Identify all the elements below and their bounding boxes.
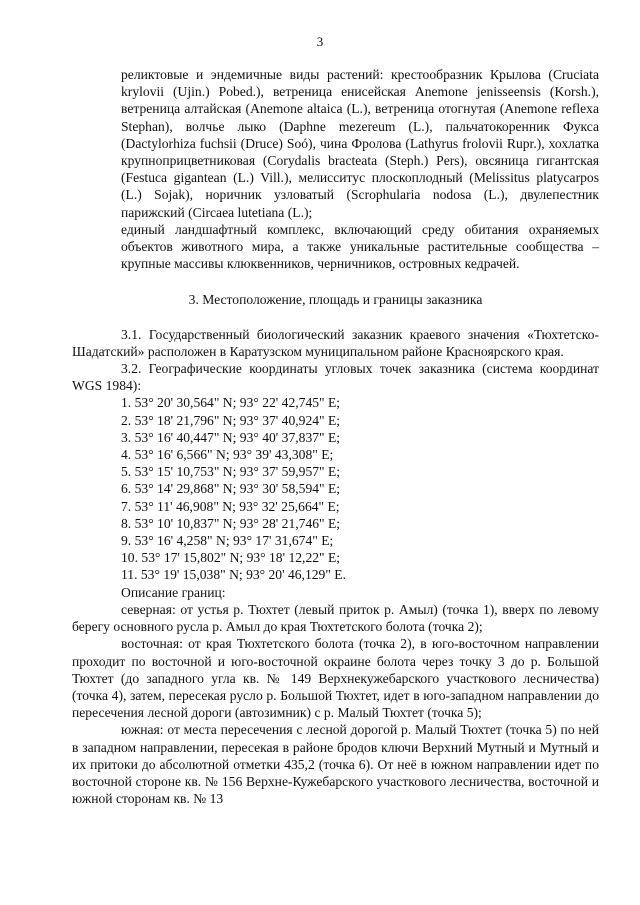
border-east: восточная: от края Тюхтетского болота (точка 2), в юго-восточном направлении проходит по восточной и юго-восточной окраине болота через точку 3 до р. Большой Тюхтет (до западного угла кв. № 149 Верхнекужебарского участкового лесничества) (точка 4), затем, пересекая русло р. Большой Тюхтет, идет в юго-западном направлении до пересечения лесной дороги (автозимник) с р. Малый Тюхтет (точка 5); [72, 636, 599, 721]
coordinate-item: 8. 53° 10' 10,837" N; 93° 28' 21,746" E; [121, 515, 341, 531]
document-body [72, 66, 599, 807]
coordinate-item: 5. 53° 15' 10,753" N; 93° 37' 59,957" E; [121, 464, 341, 480]
coordinate-item: 10. 53° 17' 15,802" N; 93° 18' 12,22" E; [121, 550, 341, 566]
coordinate-item: 11. 53° 19' 15,038" N; 93° 20' 46,129" E. [121, 567, 346, 583]
coordinate-item: 1. 53° 20' 30,564" N; 93° 22' 42,745" E; [121, 395, 341, 411]
coordinate-item: 3. 53° 16' 40,447" N; 93° 40' 37,837" E; [121, 429, 341, 445]
coordinate-item: 9. 53° 16' 4,258" N; 93° 17' 31,674" E; [121, 533, 334, 549]
border-south: южная: от места пересечения с лесной дорогой р. Малый Тюхтет (точка 5) по ней в западном направлении, пересекая в районе бродов ключи Верхний Мутный и Мутный и их притоки до абсолютной отметки 435,2 (точка 6). От неё в южном направлении идет по восточной стороне кв. № 156 Верхне-Кужебарского участкового лесничества, восточной и южной сторонам кв. № 13 [72, 722, 599, 807]
page-number: 3 [316, 34, 324, 49]
border-north: северная: от устья р. Тюхтет (левый приток р. Амыл) (точка 1), вверх по левому берегу основного русла р. Амыл до края Тюхтетского болота (точка 2); [72, 601, 599, 635]
borders-title: Описание границ: [121, 584, 226, 600]
landscape-paragraph: единый ландшафтный комплекс, включающий среду обитания охраняемых объектов животного мира, а также уникальные растительные сообщества – крупные массивы клюквенников, черничников, островных кедрачей. [121, 221, 599, 272]
coordinate-list [72, 394, 599, 583]
coordinate-item: 6. 53° 14' 29,868" N; 93° 30' 58,594" E; [121, 481, 341, 497]
species-paragraph: реликтовые и эндемичные виды растений: крестообразник Крылова (Cruciata krylovii (Ujin.) Pobed.), ветреница енисейская Anemone jenisseensis (Korsh.), ветреница алтайская (Anemone altaica (L.), ветреница отогнутая (Anemone reflexa Stephan), волчье лыко (Daphne mezereum (L.), пальчатокоренник Фукса (Dactylorhiza fuchsii (Druce) Soó), чина Фролова (Lathyrus frolovii Rupr.), хохлатка крупноприцветниковая (Corydalis bracteata (Steph.) Pers), овсяница гигантская (Festuca gigantean (L.) Vill.), мелисситус плоскоплодный (Melissitus platycarpos (L.) Sojak), норичник узловатый (Scrophularia nodosa (L.), двулепестник парижский (Circaea lutetiana (L.); [121, 67, 599, 220]
section-heading: 3. Местоположение, площадь и границы заказника [188, 292, 483, 308]
coordinate-item: 4. 53° 16' 6,566" N; 93° 39' 43,308" E; [121, 447, 334, 463]
paragraph-3-2: 3.2. Географические координаты угловых точек заказника (система координат WGS 1984): [72, 361, 599, 394]
coordinate-item: 7. 53° 11' 46,908" N; 93° 32' 25,664" E; [121, 498, 340, 514]
coordinate-item: 2. 53° 18' 21,796" N; 93° 37' 40,924" E; [121, 412, 341, 428]
paragraph-3-1: 3.1. Государственный биологический заказник краевого значения «Тюхтетско-Шадатский» расположен в Каратузском муниципальном районе Красноярского края. [72, 326, 599, 359]
